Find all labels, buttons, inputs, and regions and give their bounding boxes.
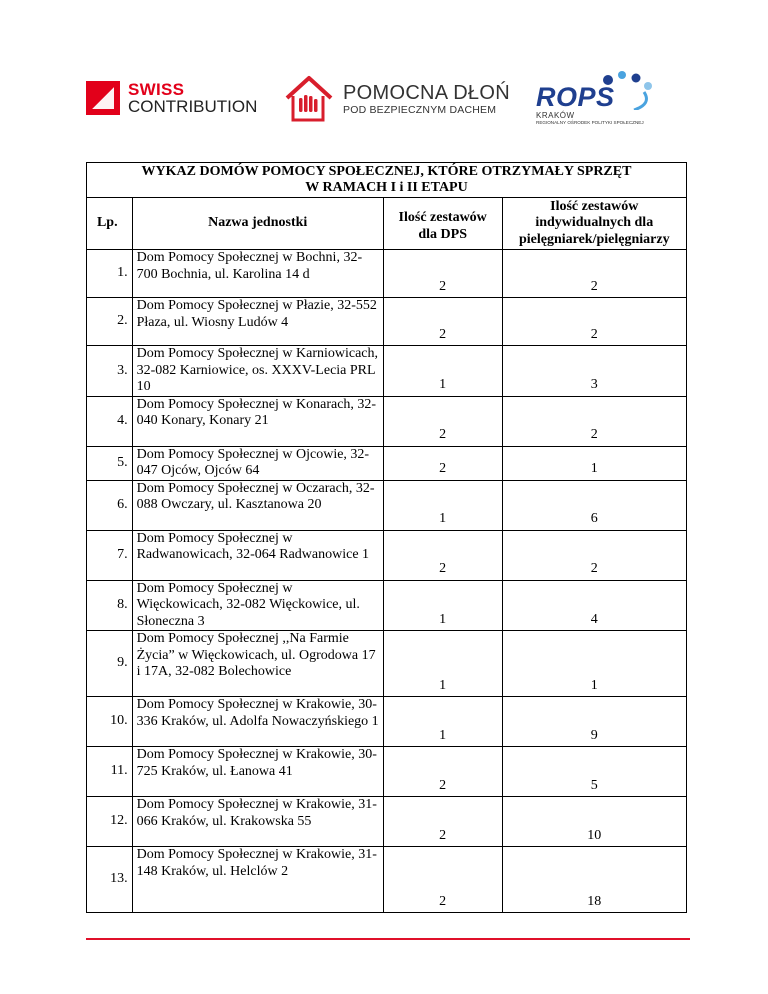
row-name: Dom Pomocy Społecznej w Krakowie, 31-066 Kraków, ul. Krakowska 55 (132, 797, 383, 847)
row-dps-count: 1 (383, 697, 502, 747)
table-row (87, 797, 687, 847)
swiss-logo-line1: SWISS (128, 80, 185, 99)
row-nurses-count: 2 (502, 530, 686, 580)
row-number: 9. (87, 631, 133, 697)
header-lp: Lp. (87, 198, 133, 250)
row-name: Dom Pomocy Społecznej w Krakowie, 30-336 Kraków, ul. Adolfa Nowaczyńskiego 1 (132, 697, 383, 747)
row-number: 13. (87, 847, 133, 913)
rops-logo-subtitle: REGIONALNY OŚRODEK POLITYKI SPOŁECZNEJ (536, 120, 644, 125)
table-row (87, 747, 687, 797)
footer-divider (86, 938, 690, 940)
rops-logo-word: ROPS (536, 82, 615, 112)
row-dps-count: 1 (383, 346, 502, 397)
row-nurses-count: 18 (502, 847, 686, 913)
row-name: Dom Pomocy Społecznej w Więckowicach, 32-082 Więckowice, ul. Słoneczna 3 (132, 580, 383, 631)
table-row (87, 346, 687, 397)
header-name: Nazwa jednostki (132, 198, 383, 250)
row-number: 4. (87, 396, 133, 446)
row-nurses-count: 2 (502, 250, 686, 298)
row-name: Dom Pomocy Społecznej w Radwanowicach, 32-064 Radwanowice 1 (132, 530, 383, 580)
pomocna-dlon-logo (283, 74, 513, 124)
house-hand-icon (283, 74, 335, 124)
row-name: Dom Pomocy Społecznej w Karniowicach, 32-082 Karniowice, os. XXXV-Lecia PRL 10 (132, 346, 383, 397)
table-row (87, 298, 687, 346)
row-dps-count: 2 (383, 298, 502, 346)
row-number: 10. (87, 697, 133, 747)
row-nurses-count: 1 (502, 631, 686, 697)
table-row (87, 396, 687, 446)
table-title-line2: W RAMACH I i II ETAPU (305, 180, 468, 195)
row-nurses-count: 6 (502, 480, 686, 530)
row-number: 12. (87, 797, 133, 847)
row-name: Dom Pomocy Społecznej w Krakowie, 31-148 Kraków, ul. Helclów 2 (132, 847, 383, 913)
row-number: 8. (87, 580, 133, 631)
header-dps: Ilość zestawów dla DPS (383, 198, 502, 250)
row-number: 6. (87, 480, 133, 530)
row-dps-count: 2 (383, 797, 502, 847)
swiss-flag-icon (86, 81, 120, 115)
table-row (87, 847, 687, 913)
logo-bar (0, 70, 768, 130)
row-number: 2. (87, 298, 133, 346)
header-nurses: Ilość zestawów indywidualnych dla pielęgniarek/pielęgniarzy (502, 198, 686, 250)
row-dps-count: 2 (383, 530, 502, 580)
row-number: 11. (87, 747, 133, 797)
row-nurses-count: 3 (502, 346, 686, 397)
row-nurses-count: 1 (502, 446, 686, 480)
table-row (87, 580, 687, 631)
swiss-contribution-logo (86, 81, 261, 117)
table-title-line1: WYKAZ DOMÓW POMOCY SPOŁECZNEJ, KTÓRE OTRZYMAŁY SPRZĘT (141, 164, 632, 179)
pomocna-logo-line2: POD BEZPIECZNYM DACHEM (343, 104, 497, 116)
rops-logo (536, 70, 666, 130)
row-nurses-count: 4 (502, 580, 686, 631)
pomocna-logo-line1: POMOCNA DŁOŃ (343, 82, 510, 104)
row-nurses-count: 5 (502, 747, 686, 797)
row-dps-count: 2 (383, 396, 502, 446)
row-dps-count: 2 (383, 847, 502, 913)
table-title (87, 163, 687, 198)
dps-equipment-table (86, 162, 687, 913)
swiss-logo-line2: CONTRIBUTION (128, 97, 258, 116)
row-name: Dom Pomocy Społecznej w Oczarach, 32-088 Owczary, ul. Kasztanowa 20 (132, 480, 383, 530)
row-number: 3. (87, 346, 133, 397)
row-name: Dom Pomocy Społecznej w Ojcowie, 32-047 Ojców, Ojców 64 (132, 446, 383, 480)
row-name: Dom Pomocy Społecznej w Bochni, 32-700 Bochnia, ul. Karolina 14 d (132, 250, 383, 298)
row-number: 1. (87, 250, 133, 298)
table-row (87, 631, 687, 697)
table-row (87, 446, 687, 480)
row-name: Dom Pomocy Społecznej ,,Na Farmie Życia” w Więckowicach, ul. Ogrodowa 17 i 17A, 32-082 Bolechowice (132, 631, 383, 697)
table-row (87, 480, 687, 530)
row-dps-count: 2 (383, 446, 502, 480)
row-dps-count: 1 (383, 580, 502, 631)
row-name: Dom Pomocy Społecznej w Płazie, 32-552 Płaza, ul. Wiosny Ludów 4 (132, 298, 383, 346)
row-nurses-count: 9 (502, 697, 686, 747)
row-dps-count: 2 (383, 250, 502, 298)
table-row (87, 250, 687, 298)
row-nurses-count: 2 (502, 396, 686, 446)
row-nurses-count: 2 (502, 298, 686, 346)
row-name: Dom Pomocy Społecznej w Krakowie, 30-725 Kraków, ul. Łanowa 41 (132, 747, 383, 797)
table-row (87, 697, 687, 747)
row-nurses-count: 10 (502, 797, 686, 847)
rops-logo-city: KRAKÓW (536, 111, 575, 120)
row-dps-count: 1 (383, 631, 502, 697)
row-number: 5. (87, 446, 133, 480)
row-dps-count: 2 (383, 747, 502, 797)
row-name: Dom Pomocy Społecznej w Konarach, 32-040 Konary, Konary 21 (132, 396, 383, 446)
table-row (87, 530, 687, 580)
row-number: 7. (87, 530, 133, 580)
row-dps-count: 1 (383, 480, 502, 530)
